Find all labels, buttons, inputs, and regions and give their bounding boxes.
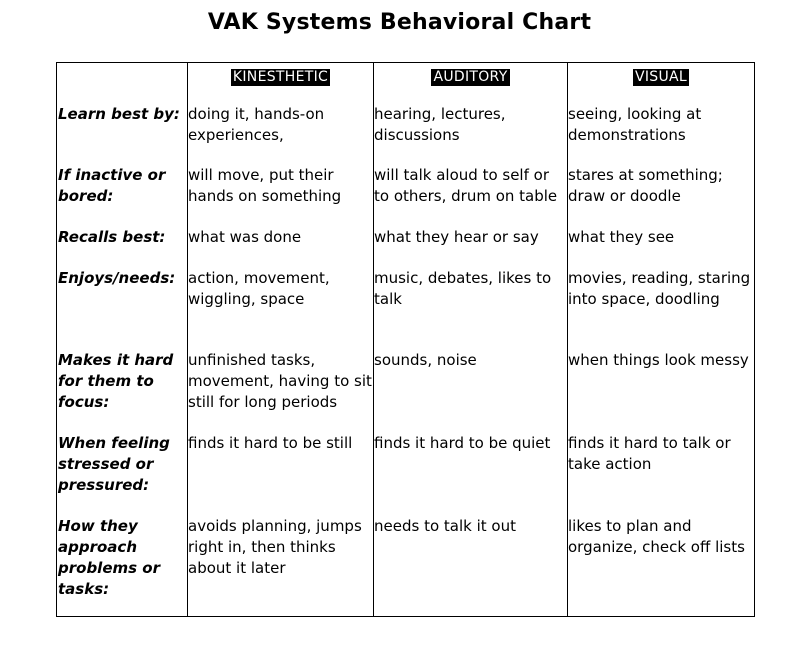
cell-learn-kinesthetic: doing it, hands-on experiences, <box>188 105 325 144</box>
cell-inactive-auditory: will talk aloud to self or to others, drum on table <box>374 166 558 205</box>
header-visual <box>568 66 754 85</box>
cell-enjoys-auditory: music, debates, likes to talk <box>374 269 552 308</box>
cell-focus-visual: when things look messy <box>568 351 749 369</box>
row-label-enjoys-needs: Enjoys/needs: <box>58 269 176 287</box>
header-visual-label: VISUAL <box>634 69 688 85</box>
cell-stressed-kinesthetic: finds it hard to be still <box>188 434 353 452</box>
row-label-learn-best-by: Learn best by: <box>58 105 180 123</box>
cell-approach-kinesthetic: avoids planning, jumps right in, then thinks about it later <box>188 517 362 577</box>
row-label-approach-problems: How they approach problems or tasks: <box>58 517 160 598</box>
cell-recalls-kinesthetic: what was done <box>188 228 302 246</box>
behavioral-chart-table <box>56 62 755 617</box>
row-label-stressed: When feeling stressed or pressured: <box>58 434 170 494</box>
cell-enjoys-kinesthetic: action, movement, wiggling, space <box>188 269 330 308</box>
header-kinesthetic <box>188 66 373 85</box>
cell-approach-visual: likes to plan and organize, check off lists <box>568 517 745 556</box>
cell-inactive-visual: stares at something; draw or doodle <box>568 166 723 205</box>
cell-enjoys-visual: movies, reading, staring into space, doodling <box>568 269 751 308</box>
header-auditory-label: AUDITORY <box>433 69 508 85</box>
cell-focus-kinesthetic: unfinished tasks, movement, having to sit still for long periods <box>188 351 372 411</box>
cell-stressed-auditory: finds it hard to be quiet <box>374 434 551 452</box>
cell-stressed-visual: finds it hard to talk or take action <box>568 434 731 473</box>
row-label-if-inactive: If inactive or bored: <box>58 166 166 205</box>
cell-recalls-auditory: what they hear or say <box>374 228 539 246</box>
cell-approach-auditory: needs to talk it out <box>374 517 516 535</box>
cell-inactive-kinesthetic: will move, put their hands on something <box>188 166 342 205</box>
cell-learn-visual: seeing, looking at demonstrations <box>568 105 702 144</box>
cell-focus-auditory: sounds, noise <box>374 351 477 369</box>
row-label-recalls-best: Recalls best: <box>58 228 166 246</box>
header-auditory <box>374 66 567 85</box>
header-kinesthetic-label: KINESTHETIC <box>232 69 329 85</box>
chart-title: VAK Systems Behavioral Chart <box>207 10 592 35</box>
cell-learn-auditory: hearing, lectures, discussions <box>374 105 506 144</box>
cell-recalls-visual: what they see <box>568 228 675 246</box>
row-label-hard-to-focus: Makes it hard for them to focus: <box>58 351 174 411</box>
